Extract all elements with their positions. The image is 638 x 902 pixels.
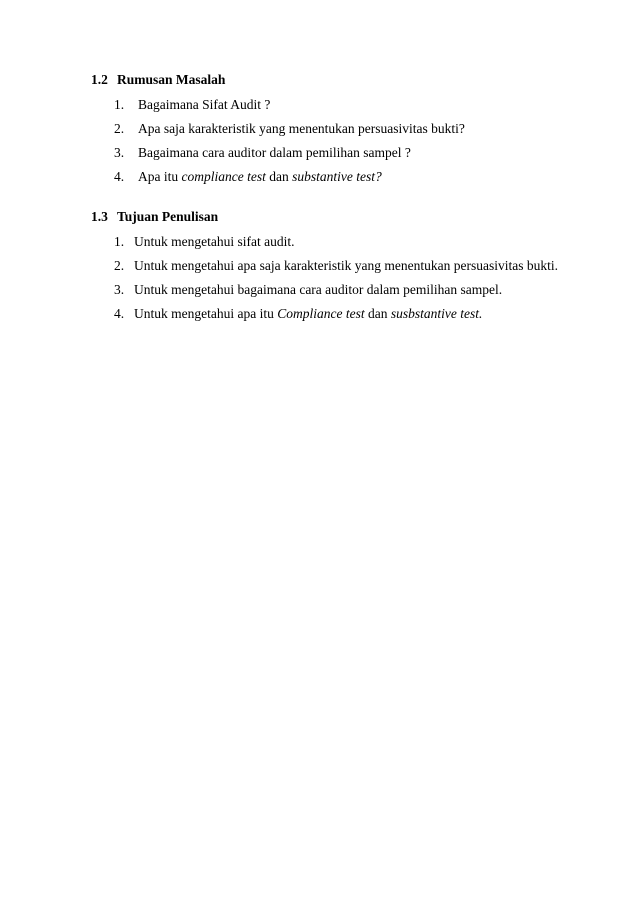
list-number: 3. [114,282,125,297]
list-text-italic: susbstantive test. [390,306,483,321]
list-number: 2. [114,258,125,273]
list-item [114,258,558,274]
section-heading [91,72,225,88]
list-number: 4. [114,169,125,184]
list-number: 3. [114,145,125,160]
section-heading [91,209,218,225]
list-text: Untuk mengetahui bagaimana cara auditor dalam pemilihan sampel. [134,282,503,297]
list-number: 1. [114,97,125,112]
list-text: Untuk mengetahui apa itu [134,306,278,321]
list-item [114,234,294,250]
list-text-italic: substantive test? [292,169,382,184]
list-text: Bagaimana Sifat Audit ? [138,97,271,112]
list-text: Bagaimana cara auditor dalam pemilihan sampel ? [138,145,411,160]
list-text: dan [265,169,293,184]
list-text-italic: Compliance test [277,306,365,321]
list-item [114,282,502,298]
section-number: 1.2 [91,72,108,87]
list-number: 2. [114,121,125,136]
list-number: 1. [114,234,125,249]
section-title: Tujuan Penulisan [117,209,219,224]
section-number: 1.3 [91,209,108,224]
list-item [114,145,411,161]
list-item [114,169,382,185]
list-text: Untuk mengetahui apa saja karakteristik yang menentukan persuasivitas bukti. [134,258,559,273]
list-item [114,121,465,137]
list-text-italic: compliance test [181,169,266,184]
list-text: Untuk mengetahui sifat audit. [134,234,295,249]
list-text: dan [364,306,391,321]
list-item [114,97,270,113]
section-title: Rumusan Masalah [117,72,226,87]
list-text: Apa itu [138,169,182,184]
list-item [114,306,482,322]
list-number: 4. [114,306,125,321]
list-text: Apa saja karakteristik yang menentukan persuasivitas bukti? [138,121,465,136]
